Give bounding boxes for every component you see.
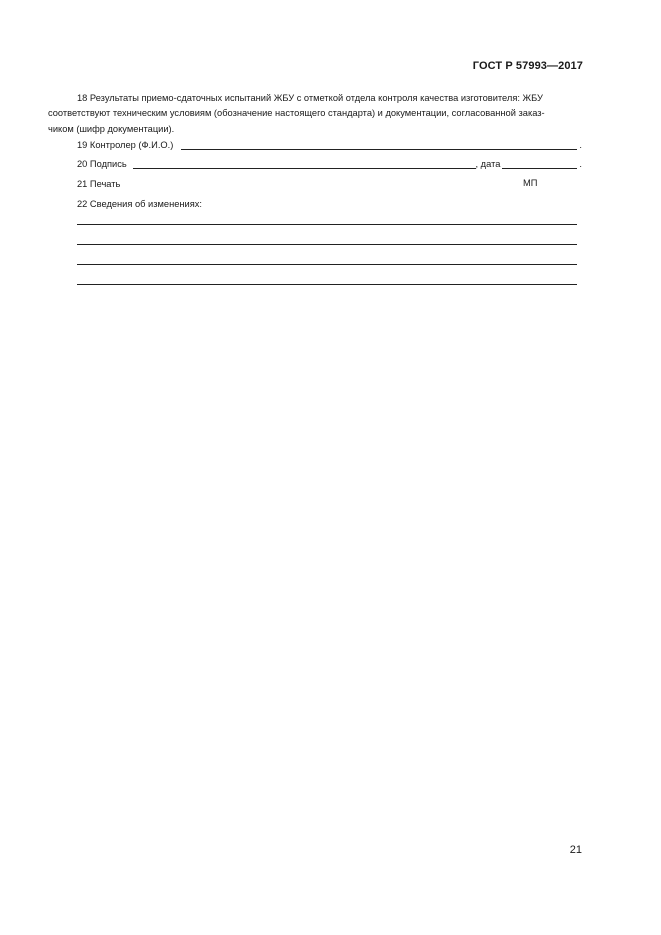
controller-name-field[interactable] — [181, 140, 577, 150]
changes-line-4[interactable] — [77, 284, 577, 285]
item-22-row — [77, 198, 582, 210]
item-19-label: 19 Контролер (Ф.И.О.) — [77, 140, 174, 150]
stamp-placeholder: МП — [523, 178, 538, 188]
page-number: 21 — [569, 844, 582, 856]
item-18-paragraph — [48, 91, 582, 137]
item-19-row — [77, 139, 582, 151]
changes-line-3[interactable] — [77, 264, 577, 265]
item-18-line-1: 18 Результаты приемо-сдаточных испытаний ЖБУ с отметкой отдела контроля качества изготовителя: ЖБУ — [77, 93, 543, 103]
item-21-row — [77, 178, 582, 190]
item-20-label: 20 Подпись — [77, 159, 127, 169]
item-20-date-label: , дата — [475, 159, 501, 169]
changes-line-1[interactable] — [77, 224, 577, 225]
item-20-end: . — [579, 159, 582, 169]
document-code: ГОСТ Р 57993—2017 — [472, 60, 583, 72]
item-18-line-3: чиком (шифр документации). — [48, 123, 175, 134]
date-field[interactable] — [502, 159, 577, 169]
item-22-label: 22 Сведения об изменениях: — [77, 199, 202, 209]
item-21-label: 21 Печать — [77, 179, 121, 189]
item-20-row — [77, 158, 582, 170]
item-18-line-2: соответствуют техническим условиям (обозначение настоящего стандарта) и документации, согласованной заказ- — [48, 108, 545, 119]
signature-field[interactable] — [133, 159, 476, 169]
changes-line-2[interactable] — [77, 244, 577, 245]
item-19-end: . — [579, 140, 582, 150]
